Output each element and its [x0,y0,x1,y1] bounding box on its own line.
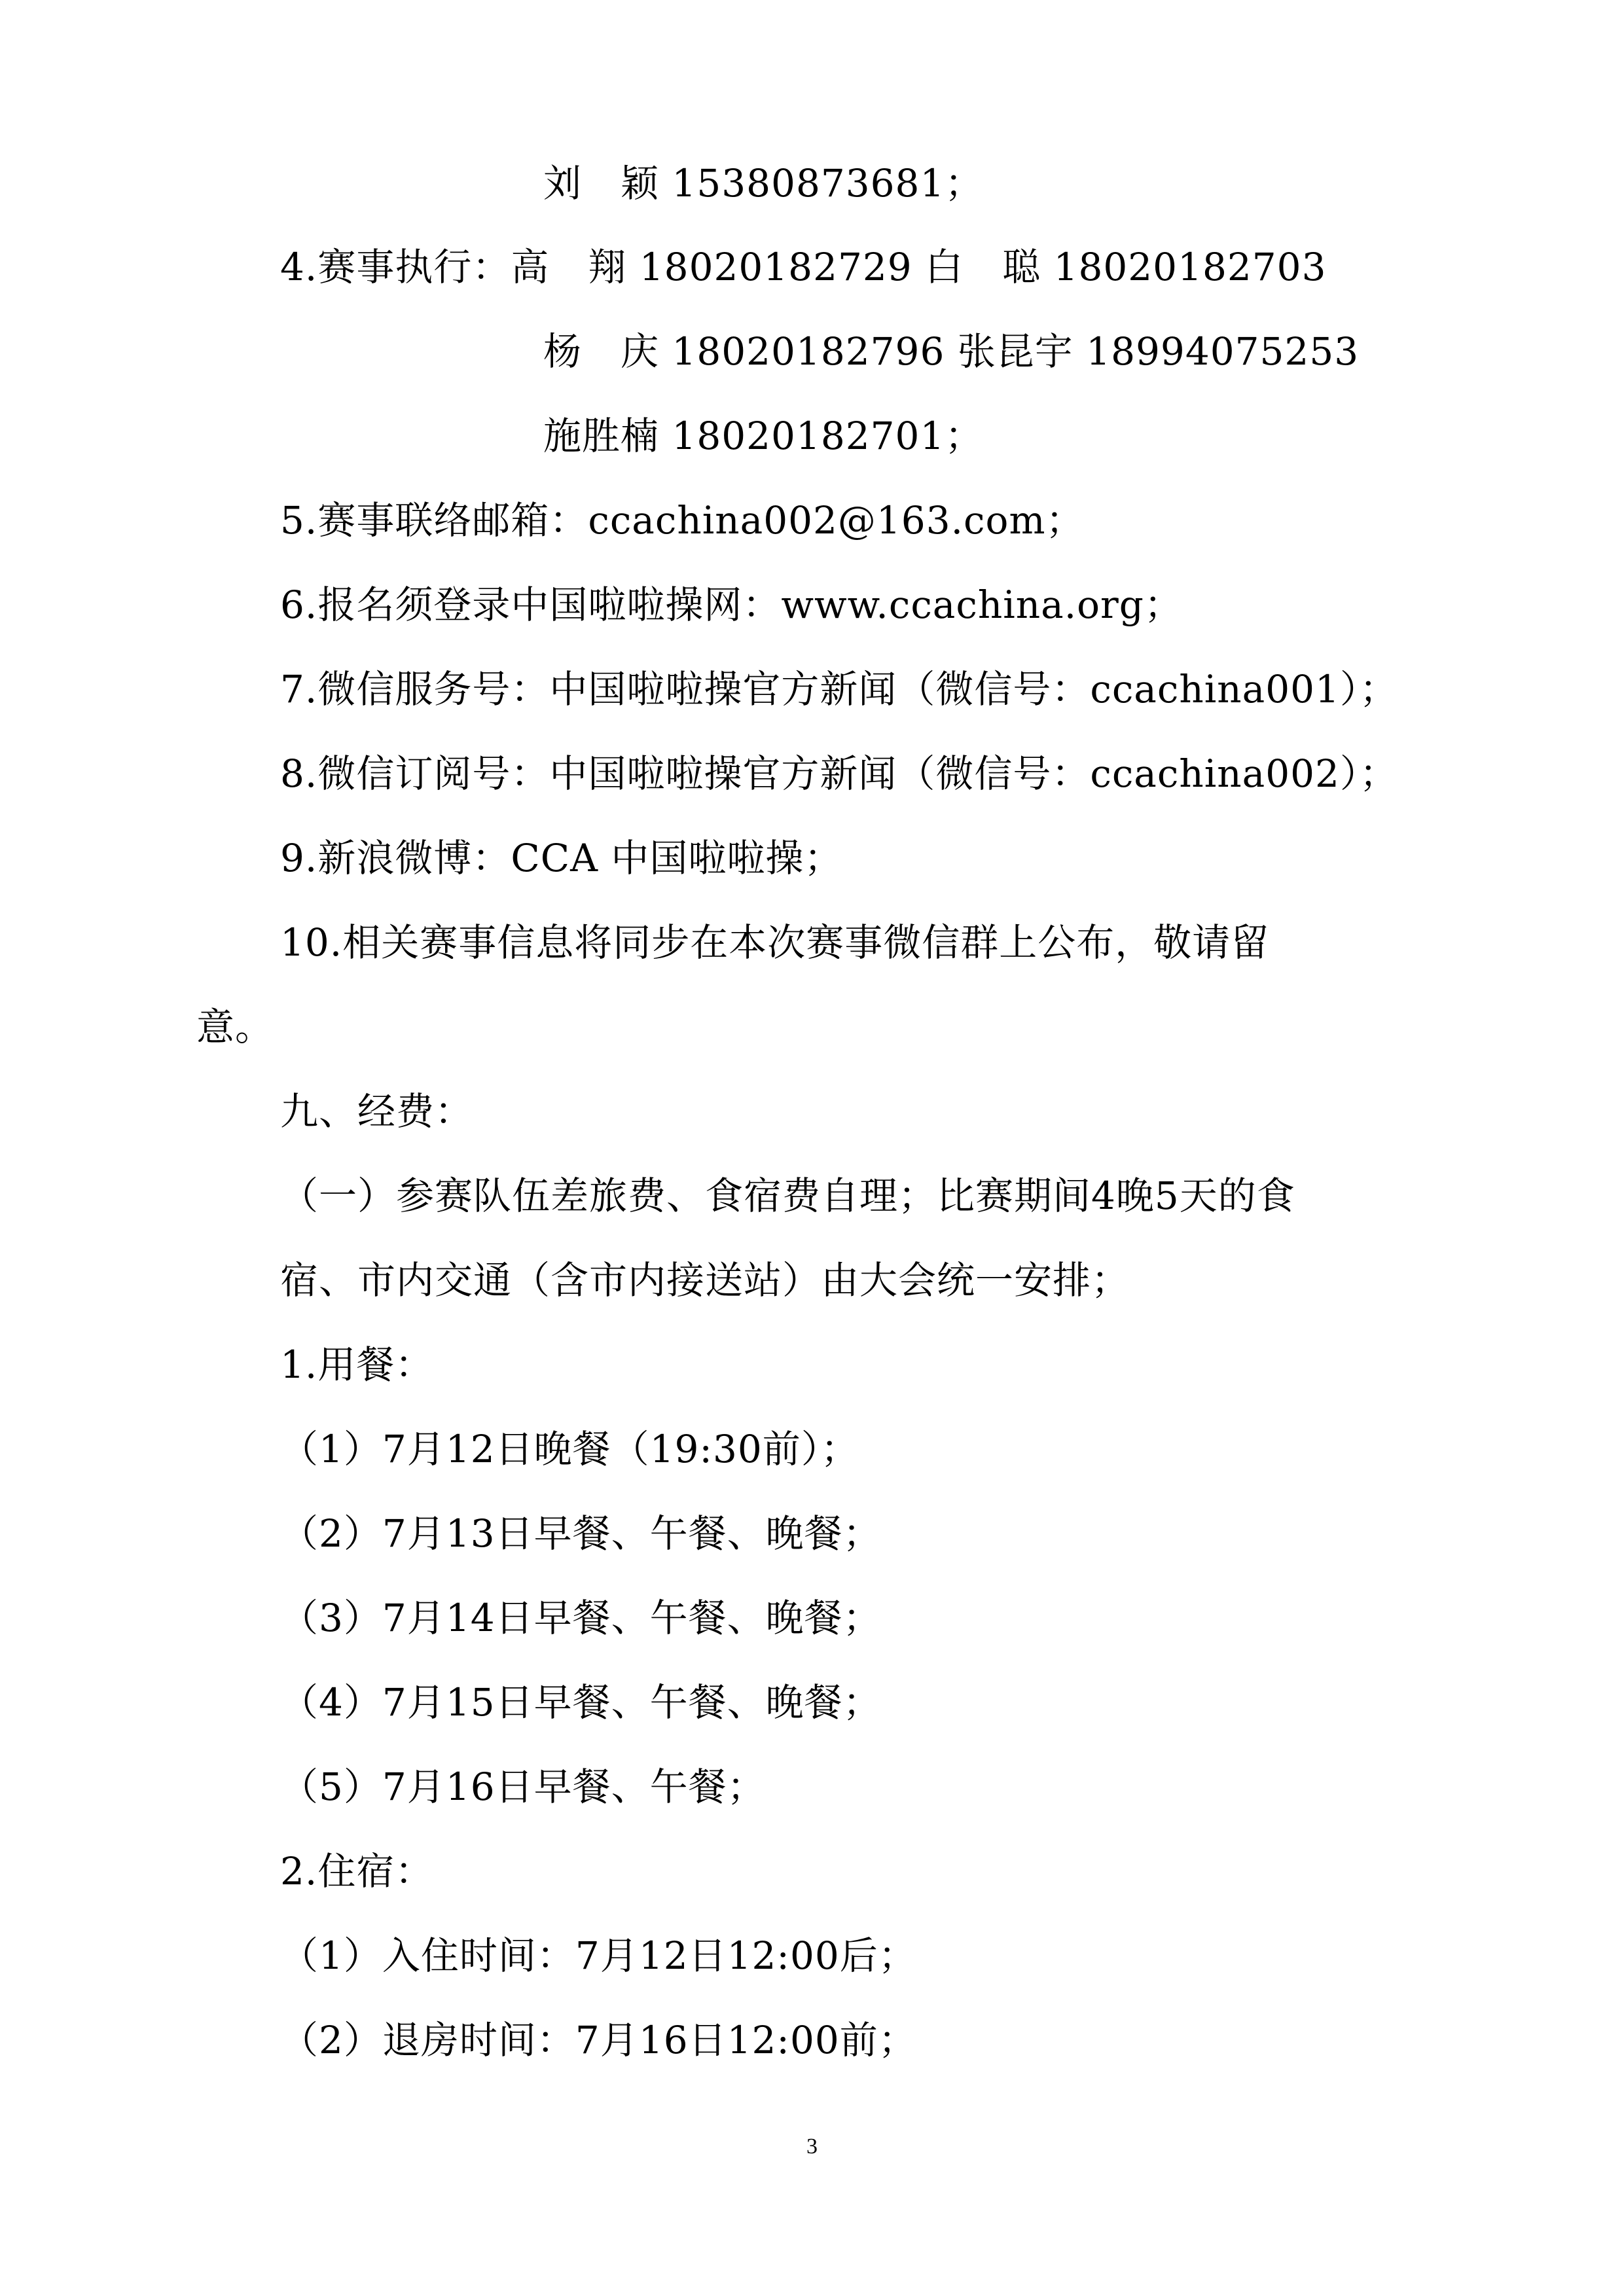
page-number: 3 [806,2134,818,2159]
meal-item: （3）7月14日早餐、午餐、晚餐； [280,1596,882,1640]
event-execution-contacts-line-3: 施胜楠 18020182701； [543,414,984,458]
expenses-paragraph-line-1: （一）参赛队伍差旅费、食宿费自理；比赛期间4晚5天的食 [280,1174,1295,1218]
registration-website-line: 6.报名须登录中国啦啦操网：www.ccachina.org； [280,583,1183,627]
wechat-subscription-line: 8.微信订阅号：中国啦啦操官方新闻（微信号：ccachina002）； [280,751,1398,796]
expenses-paragraph-line-2: 宿、市内交通（含市内接送站）由大会统一安排； [280,1258,1130,1302]
contact-liu-ying-line: 刘 颖 15380873681； [543,161,984,206]
wechat-group-notice-line: 10.相关赛事信息将同步在本次赛事微信群上公布，敬请留 [280,920,1270,965]
meal-item: （2）7月13日早餐、午餐、晚餐； [280,1511,882,1556]
wechat-service-line: 7.微信服务号：中国啦啦操官方新闻（微信号：ccachina001）； [280,667,1398,711]
meal-item: （1）7月12日晚餐（19:30前）； [280,1427,859,1471]
weibo-line: 9.新浪微博：CCA 中国啦啦操； [280,836,843,880]
wechat-group-notice-continuation: 意。 [196,1005,274,1049]
accommodation-item: （2）退房时间：7月16日12:00前； [280,2018,917,2062]
meal-item: （4）7月15日早餐、午餐、晚餐； [280,1680,882,1725]
accommodation-item: （1）入住时间：7月12日12:00后； [280,1933,917,1978]
section-heading-expenses: 九、经费： [280,1089,474,1134]
event-execution-line: 4.赛事执行：高 翔 18020182729 白 聪 18020182703 [280,245,1327,289]
meals-heading: 1.用餐： [280,1342,434,1387]
contact-email-line: 5.赛事联络邮箱：ccachina002@163.com； [280,498,1085,543]
accommodation-heading: 2.住宿： [280,1849,434,1893]
meal-item: （5）7月16日早餐、午餐； [280,1765,766,1809]
event-execution-contacts-line-2: 杨 庆 18020182796 张昆宇 18994075253 [543,329,1360,374]
